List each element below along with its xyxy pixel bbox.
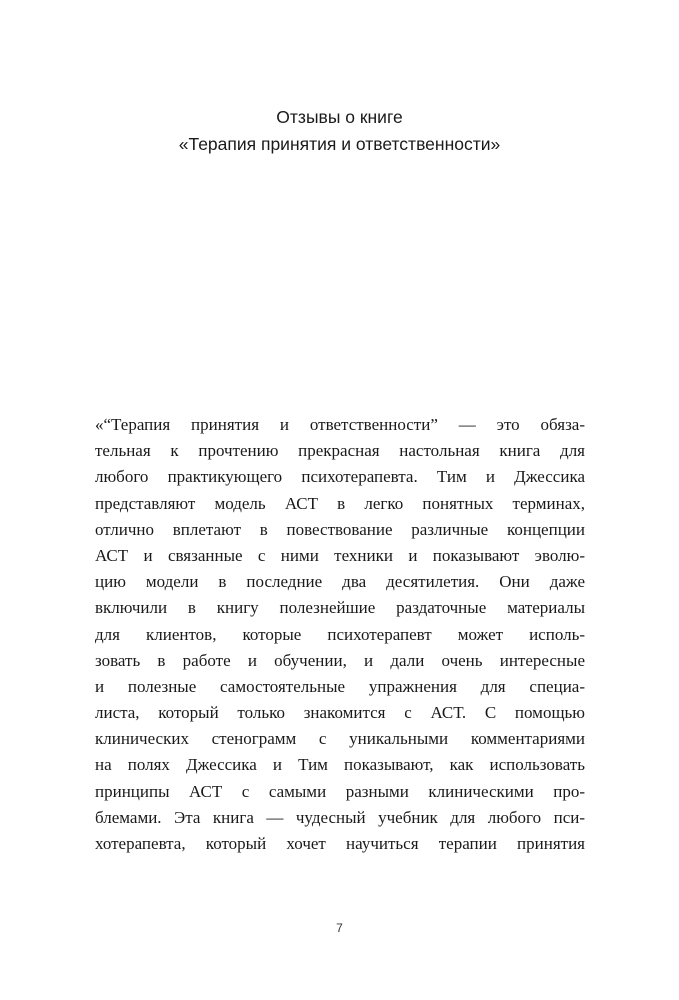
text-line: клинических стенограмм с уникальными комментариями <box>95 729 585 749</box>
text-line: хотерапевта, который хочет научиться терапии принятия <box>95 834 585 853</box>
text-line: листа, который только знакомится с АСТ. С помощью <box>95 703 585 723</box>
text-line: цию модели в последние два десятилетия. Они даже <box>95 572 585 592</box>
text-line: «“Терапия принятия и ответственности” — это обяза- <box>95 415 585 434</box>
text-line: принципы АСТ с самыми разными клиническими про- <box>95 781 585 801</box>
heading-line-2: «Терапия принятия и ответственности» <box>178 134 501 154</box>
text-line: на полях Джессика и Тим показывают, как использовать <box>95 755 585 775</box>
text-line: АСТ и связанные с ними техники и показывают эволю- <box>95 545 585 565</box>
text-line: тельная к прочтению прекрасная настольная книга для <box>95 441 585 461</box>
text-line: представляют модель АСТ в легко понятных терминах, <box>95 493 585 513</box>
text-line: для клиентов, которые психотерапевт может исполь- <box>95 624 585 644</box>
text-line: включили в книгу полезнейшие раздаточные материалы <box>95 598 585 618</box>
review-paragraph <box>95 412 585 857</box>
book-reviews-heading <box>0 104 679 158</box>
text-line: блемами. Эта книга — чудесный учебник для любого пси- <box>95 807 585 827</box>
text-line: отлично вплетают в повествование различные концепции <box>95 519 585 539</box>
page-number: 7 <box>336 921 343 935</box>
text-line: и полезные самостоятельные упражнения для специа- <box>95 676 585 696</box>
text-line: зовать в работе и обучении, и дали очень интересные <box>95 650 585 670</box>
heading-line-1: Отзывы о книге <box>276 107 403 127</box>
text-line: любого практикующего психотерапевта. Тим и Джессика <box>95 467 585 487</box>
